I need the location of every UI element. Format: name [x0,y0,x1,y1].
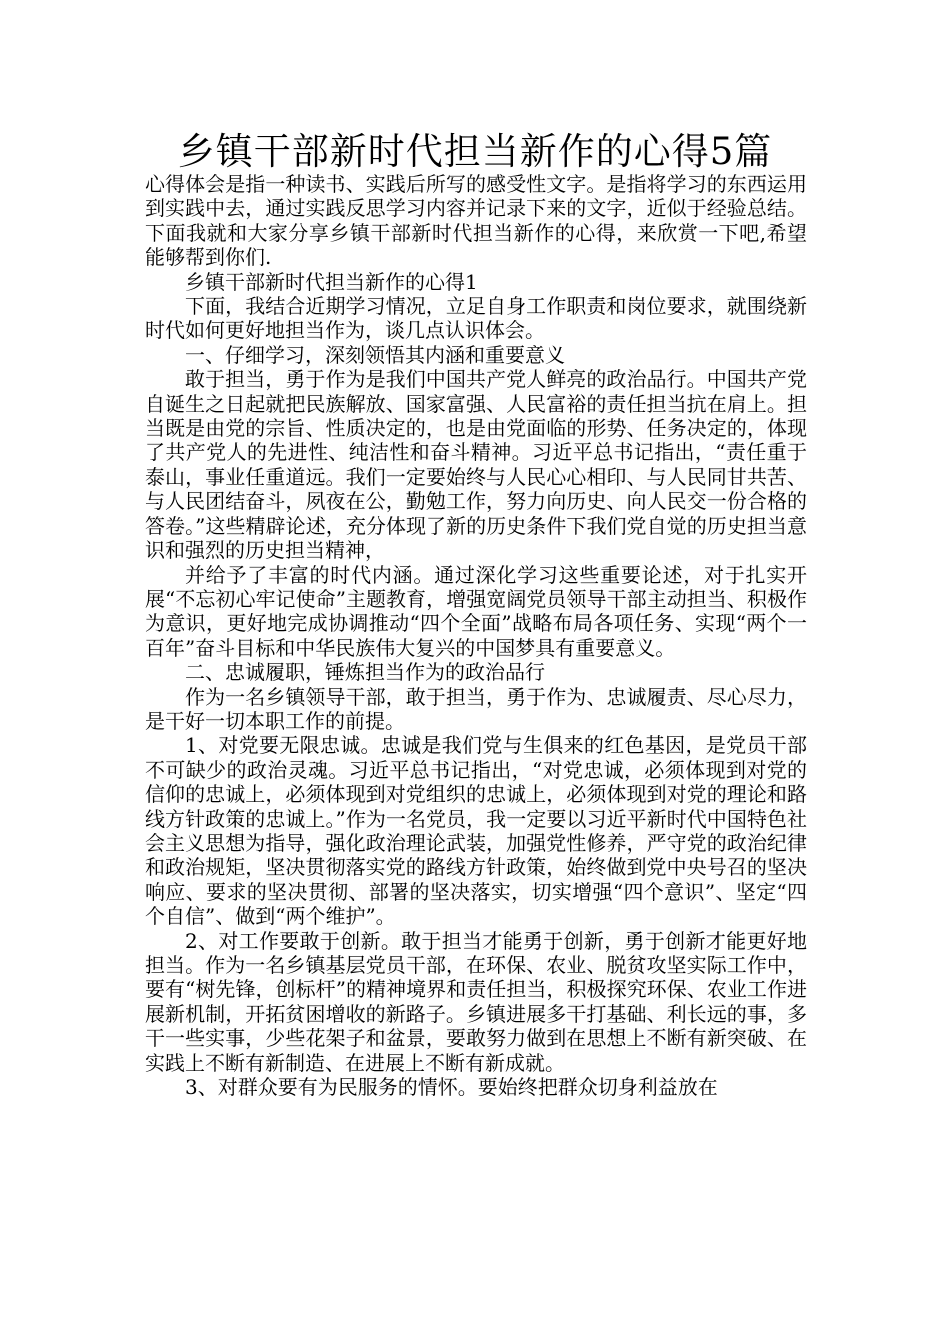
paragraph: 1、对党要无限忠诚。忠诚是我们党与生俱来的红色基因，是党员干部不可缺少的政治灵魂。习近平总书记指出，“对党忠诚，必须体现到对党的信仰的忠诚上，必须体现到对党组织的忠诚上，必须体现到对党的理论和路线方针政策的忠诚上。”作为一名党员，我一定要以习近平新时代中国特色社会主义思想为指导，强化政治理论武装，加强党性修养，严守党的政治纪律和政治规矩，坚决贯彻落实党的路线方针政策，始终做到党中央号召的坚决响应、要求的坚决贯彻、部署的坚决落实，切实增强“四个意识”、坚定“四个自信”、做到“两个维护”。 [145,733,807,929]
paragraph: 下面，我结合近期学习情况，立足自身工作职责和岗位要求，就围绕新时代如何更好地担当作为，谈几点认识体会。 [145,294,807,343]
paragraph: 3、对群众要有为民服务的情怀。要始终把群众切身利益放在 [185,1075,718,1100]
paragraph: 心得体会是指一种读书、实践后所写的感受性文字。是指将学习的东西运用到实践中去，通过实践反思学习内容并记录下来的文字，近似于经验总结。下面我就和大家分享乡镇干部新时代担当新作的心得，来欣赏一下吧,希望能够帮到你们. [145,172,807,270]
document-body [145,172,807,1099]
paragraph: 2、对工作要敢于创新。敢于担当才能勇于创新，勇于创新才能更好地担当。作为一名乡镇基层党员干部，在环保、农业、脱贫攻坚实际工作中，要有“树先锋，创标杆”的精神境界和责任担当，积极探究环保、农业工作进展新机制，开拓贫困增收的新路子。乡镇进展多干打基础、利长远的事，多干一些实事，少些花架子和盆景，要敢努力做到在思想上不断有新突破、在实践上不断有新制造、在进展上不断有新成就。 [145,928,807,1075]
section-heading: 一、仔细学习，深刻领悟其内涵和重要意义 [185,342,565,367]
section-heading: 乡镇干部新时代担当新作的心得1 [185,269,478,294]
document-title: 乡镇干部新时代担当新作的心得5篇 [177,130,773,173]
paragraph: 敢于担当，勇于作为是我们中国共产党人鲜亮的政治品行。中国共产党自诞生之日起就把民族解放、国家富强、人民富裕的责任担当抗在肩上。担当既是由党的宗旨、性质决定的，也是由党面临的形势、任务决定的，体现了共产党人的先进性、纯洁性和奋斗精神。习近平总书记指出，“责任重于泰山，事业任重道远。我们一定要始终与人民心心相印、与人民同甘共苦、与人民团结奋斗，夙夜在公，勤勉工作，努力向历史、向人民交一份合格的答卷。”这些精辟论述，充分体现了新的历史条件下我们党自觉的历史担当意识和强烈的历史担当精神， [145,367,807,563]
section-heading: 二、忠诚履职，锤炼担当作为的政治品行 [185,660,545,685]
paragraph: 作为一名乡镇领导干部，敢于担当，勇于作为、忠诚履责、尽心尽力，是干好一切本职工作的前提。 [145,684,807,733]
paragraph: 并给予了丰富的时代内涵。通过深化学习这些重要论述，对于扎实开展“不忘初心牢记使命”主题教育，增强宽阔党员领导干部主动担当、积极作为意识，更好地完成协调推动“四个全面”战略布局各项任务、实现“两个一百年”奋斗目标和中华民族伟大复兴的中国梦具有重要意义。 [145,562,807,660]
